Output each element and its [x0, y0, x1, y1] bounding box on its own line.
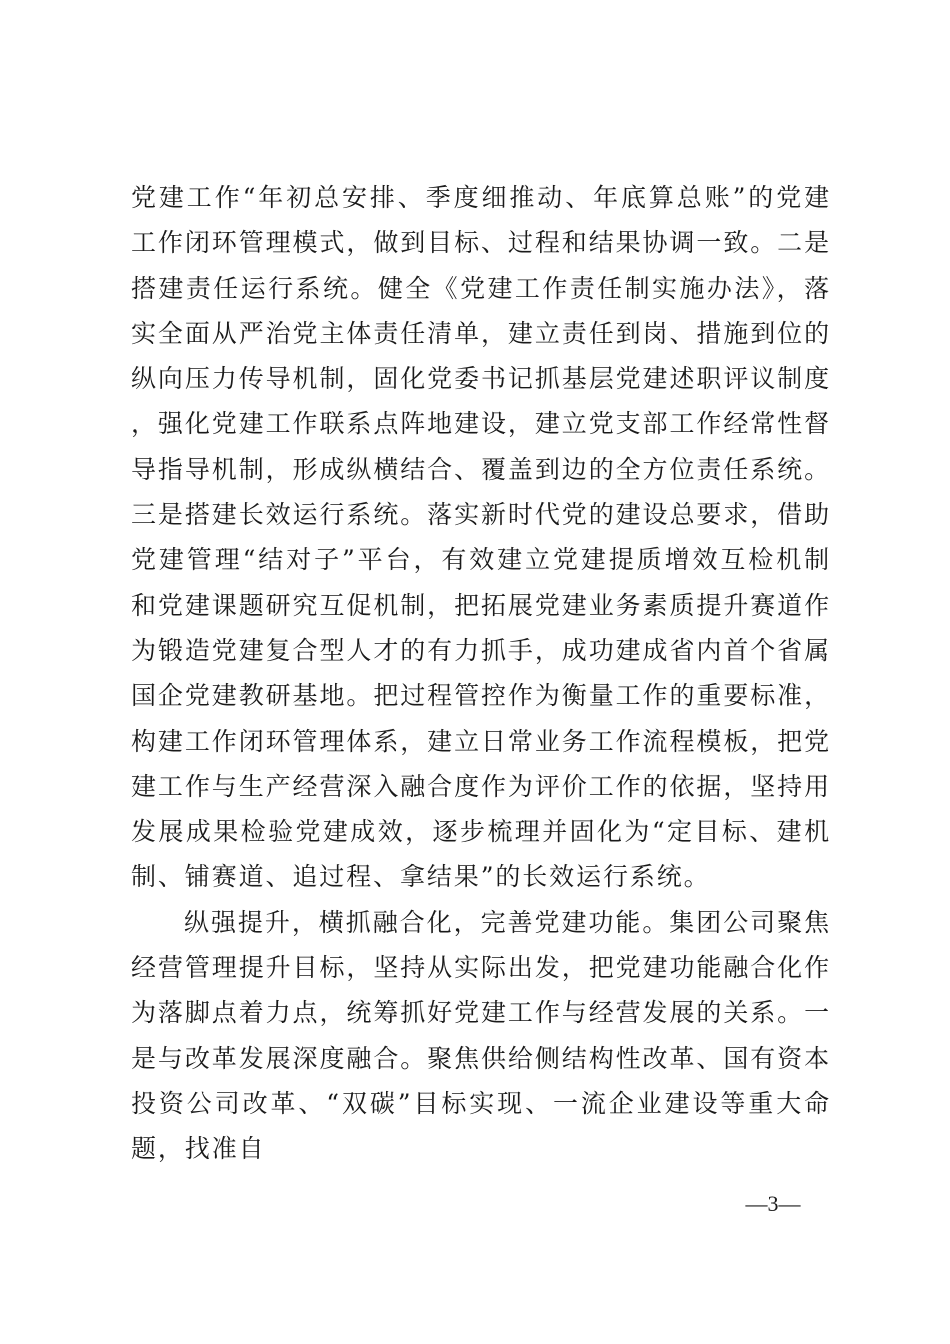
body-text [131, 175, 831, 1172]
page-number: —3— [745, 1191, 801, 1216]
paragraph-integration: 纵强提升，横抓融合化，完善党建功能。集团公司聚焦经营管理提升目标，坚持从实际出发，把党建功能融合化作为落脚点着力点，统筹抓好党建工作与经营发展的关系。一是与改革发展深度融合。聚焦供给侧结构性改革、国有资本投资公司改革、“双碳”目标实现、一流企业建设等重大命题，找准自 [131, 907, 831, 1164]
paragraph-continued: 党建工作“年初总安排、季度细推动、年底算总账”的党建工作闭环管理模式，做到目标、过程和结果协调一致。二是搭建责任运行系统。健全《党建工作责任制实施办法》，落实全面从严治党主体责任清单，建立责任到岗、措施到位的纵向压力传导机制，固化党委书记抓基层党建述职评议制度，强化党建工作联系点阵地建设，建立党支部工作经常性督导指导机制，形成纵横结合、覆盖到边的全方位责任系统。三是搭建长效运行系统。落实新时代党的建设总要求，借助党建管理“结对子”平台，有效建立党建提质增效互检机制和党建课题研究互促机制，把拓展党建业务素质提升赛道作为锻造党建复合型人才的有力抓手，成功建成省内首个省属国企党建教研基地。把过程管控作为衡量工作的重要标准，构建工作闭环管理体系，建立日常业务工作流程模板，把党建工作与生产经营深入融合度作为评价工作的依据，坚持用发展成果检验党建成效，逐步梳理并固化为“定目标、建机制、铺赛道、追过程、拿结果”的长效运行系统。 [131, 183, 831, 892]
